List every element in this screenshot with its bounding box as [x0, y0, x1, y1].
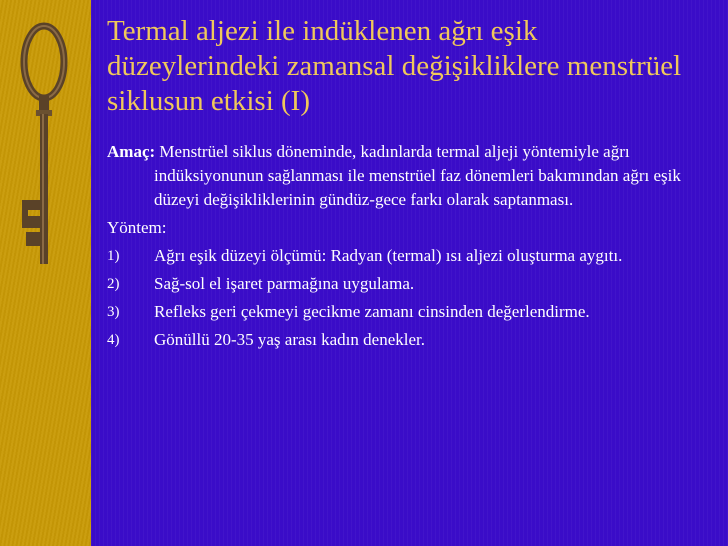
step-text: Refleks geri çekmeyi gecikme zamanı cinsinden değerlendirme.	[154, 302, 590, 321]
aim-label: Amaç:	[107, 142, 156, 161]
method-label: Yöntem:	[107, 218, 167, 237]
step-number: 2)	[107, 276, 120, 292]
decorative-band	[0, 0, 91, 546]
list-item	[107, 300, 707, 324]
aim-paragraph	[107, 140, 707, 212]
method-steps	[107, 244, 707, 352]
list-item	[107, 244, 707, 268]
list-item	[107, 272, 707, 296]
step-number: 3)	[107, 304, 120, 320]
step-number: 1)	[107, 248, 120, 264]
slide-title: Termal aljezi ile indüklenen ağrı eşik düzeylerindeki zamansal değişikliklere menstrüel siklusun etkisi (I)	[107, 15, 682, 117]
step-number: 4)	[107, 332, 120, 348]
key-icon	[0, 0, 91, 270]
step-text: Sağ-sol el işaret parmağına uygulama.	[154, 274, 415, 293]
step-text: Ağrı eşik düzeyi ölçümü: Radyan (termal) ısı aljezi oluşturma aygıtı.	[154, 246, 623, 265]
slide-body	[107, 140, 707, 352]
step-text: Gönüllü 20-35 yaş arası kadın denekler.	[154, 330, 425, 349]
list-item	[107, 328, 707, 352]
aim-text: Menstrüel siklus döneminde, kadınlarda termal aljeji yöntemiyle ağrı indüksiyonunun sağlanması ile menstrüel faz dönemleri bakımından ağrı eşik düzeyi değişikliklerinin gündüz-gece farkı olarak saptanması.	[154, 142, 681, 209]
